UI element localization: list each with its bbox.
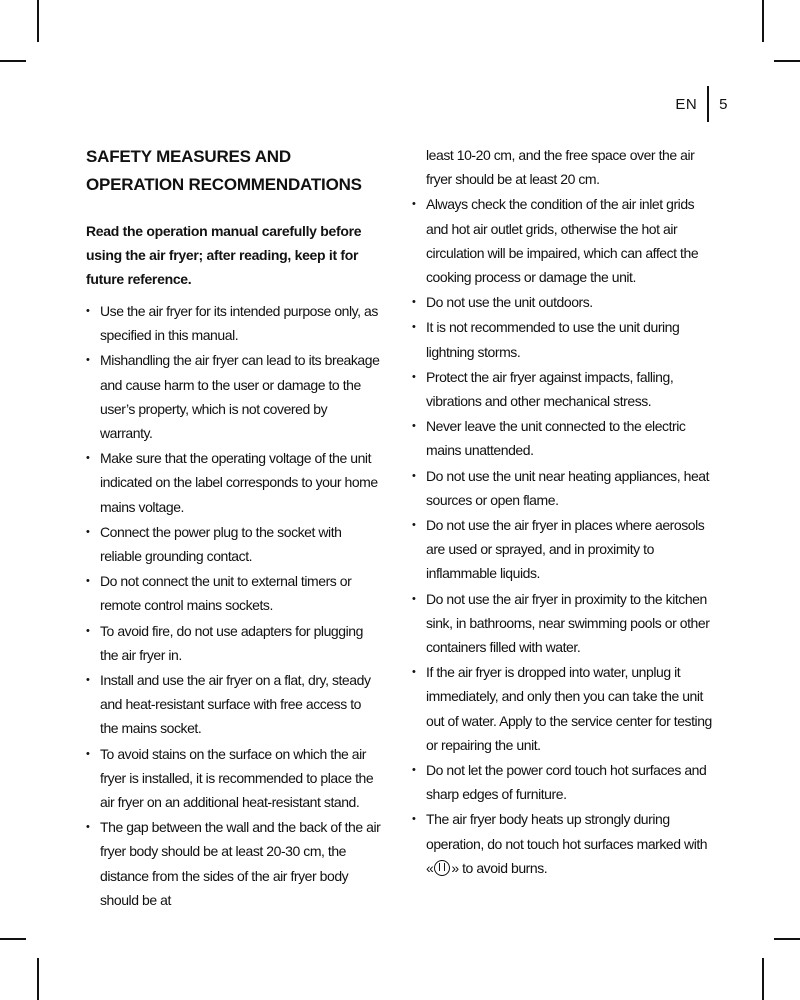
hot-surface-text-before: The air fryer body heats up strongly during operation, do not touch hot surfaces marked with « [426,811,708,876]
list-item: • Do not use the unit near heating appliances, heat sources or open flame. [412,464,714,512]
crop-mark [774,60,800,62]
list-item: • To avoid stains on the surface on which the air fryer is installed, it is recommended to place the air fryer on an additional heat-resistant stand. [86,742,382,815]
page-header [675,86,728,122]
list-item: • Never leave the unit connected to the electric mains unattended. [412,414,714,462]
list-item-continuation: least 10-20 cm, and the free space over the air fryer should be at least 20 cm. [426,147,695,188]
list-item: • Protect the air fryer against impacts, falling, vibrations and other mechanical stress. [412,365,714,413]
list-item: • Mishandling the air fryer can lead to its breakage and cause harm to the user or damage to the user’s property, which is not covered by warranty. [86,348,382,445]
list-item: • Always check the condition of the air inlet grids and hot air outlet grids, otherwise the hot air circulation will be impaired, which can affect the cooking process or damage the unit. [412,192,714,289]
list-item: • Use the air fryer for its intended purpose only, as specified in this manual. [86,299,382,347]
crop-mark [37,958,39,1000]
list-item: • Make sure that the operating voltage of the unit indicated on the label corresponds to your home mains voltage. [86,446,382,519]
list-item: • It is not recommended to use the unit during lightning storms. [412,315,714,363]
safety-list-right [412,192,714,880]
crop-mark [762,0,764,42]
hot-surface-icon [434,860,450,876]
page-number: 5 [719,95,728,113]
hot-surface-text-after: » to avoid burns. [451,859,548,876]
crop-mark [762,958,764,1000]
list-item-hot-surface [412,807,714,880]
safety-list-left [86,299,382,912]
section-heading: SAFETY MEASURES AND OPERATION RECOMMENDATIONS [86,147,362,194]
list-item: • Install and use the air fryer on a flat, dry, steady and heat-resistant surface with free access to the mains socket. [86,668,382,741]
right-column [412,143,714,881]
list-item: • If the air fryer is dropped into water, unplug it immediately, and only then you can take the unit out of water. Apply to the service center for testing or repairing the unit. [412,660,714,757]
left-column [86,143,382,913]
crop-mark [0,60,26,62]
list-item: • To avoid fire, do not use adapters for plugging the air fryer in. [86,619,382,667]
list-item: • The gap between the wall and the back of the air fryer body should be at least 20-30 cm, the distance from the sides of the air fryer body should be at [86,815,382,912]
language-code: EN [675,95,698,113]
list-item: • Do not use the unit outdoors. [412,290,714,314]
list-item: • Do not use the air fryer in places where aerosols are used or sprayed, and in proximity to inflammable liquids. [412,513,714,586]
list-item: • Connect the power plug to the socket with reliable grounding contact. [86,520,382,568]
crop-mark [37,0,39,42]
header-separator [707,86,709,122]
list-item: • Do not let the power cord touch hot surfaces and sharp edges of furniture. [412,758,714,806]
list-item: • Do not connect the unit to external timers or remote control mains sockets. [86,569,382,617]
intro-paragraph: Read the operation manual carefully before using the air fryer; after reading, keep it for future reference. [86,223,362,287]
crop-mark [0,938,26,940]
list-item: • Do not use the air fryer in proximity to the kitchen sink, in bathrooms, near swimming pools or other containers filled with water. [412,587,714,660]
crop-mark [774,938,800,940]
